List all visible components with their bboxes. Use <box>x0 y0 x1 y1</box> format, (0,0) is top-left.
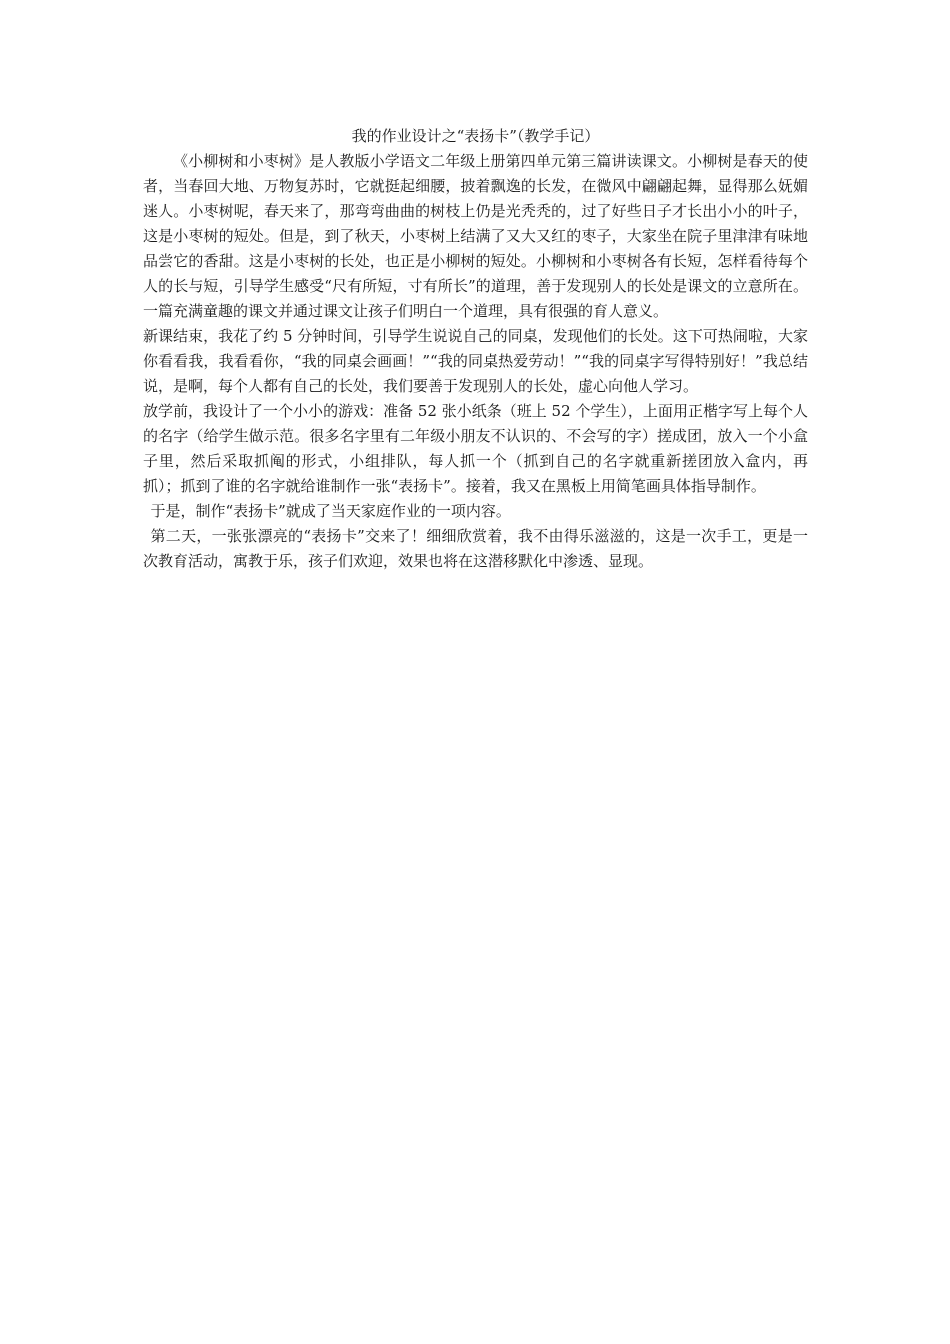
paragraph-next-day: 第二天，一张张漂亮的“表扬卡”交来了！细细欣赏着，我不由得乐滋滋的，这是一次手工，更是一次教育活动，寓教于乐，孩子们欢迎，效果也将在这潜移默化中渗透、显现。 <box>143 527 808 570</box>
paragraph-new-lesson: 新课结束，我花了约 5 分钟时间，引导学生说说自己的同桌，发现他们的长处。这下可热闹啦，大家你看看我，我看看你，“我的同桌会画画！”“我的同桌热爱劳动！”“我的同桌字写得特别好！”我总结说，是啊，每个人都有自己的长处，我们要善于发现别人的长处，虚心向他人学习。 <box>143 327 808 395</box>
document-title: 我的作业设计之“表扬卡”（教学手记） <box>351 127 600 145</box>
paragraph-intro: 《小柳树和小枣树》是人教版小学语文二年级上册第四单元第三篇讲读课文。小柳树是春天的使者，当春回大地、万物复苏时，它就挺起细腰，披着飘逸的长发，在微风中翩翩起舞，显得那么妩媚迷人。小枣树呢，春天来了，那弯弯曲曲的树枝上仍是光秃秃的，过了好些日子才长出小小的叶子，这是小枣树的短处。但是，到了秋天，小枣树上结满了又大又红的枣子，大家坐在院子里津津有味地品尝它的香甜。这是小枣树的长处，也正是小柳树的短处。小柳树和小枣树各有长短，怎样看待每个人的长与短，引导学生感受“尺有所短，寸有所长”的道理，善于发现别人的长处是课文的立意所在。一篇充满童趣的课文并通过课文让孩子们明白一个道理，具有很强的育人意义。 <box>143 152 808 320</box>
paragraph-homework: 于是，制作“表扬卡”就成了当天家庭作业的一项内容。 <box>150 502 511 520</box>
paragraph-game: 放学前，我设计了一个小小的游戏：准备 52 张小纸条（班上 52 个学生），上面用正楷字写上每个人的名字（给学生做示范。很多名字里有二年级小朋友不认识的、不会写的字）搓成团，放入一个小盒子里，然后采取抓阄的形式，小组排队，每人抓一个（抓到自己的名字就重新搓团放入盒内，再抓）；抓到了谁的名字就给谁制作一张“表扬卡”。接着，我又在黑板上用简笔画具体指导制作。 <box>143 402 808 495</box>
document-body <box>143 124 808 574</box>
